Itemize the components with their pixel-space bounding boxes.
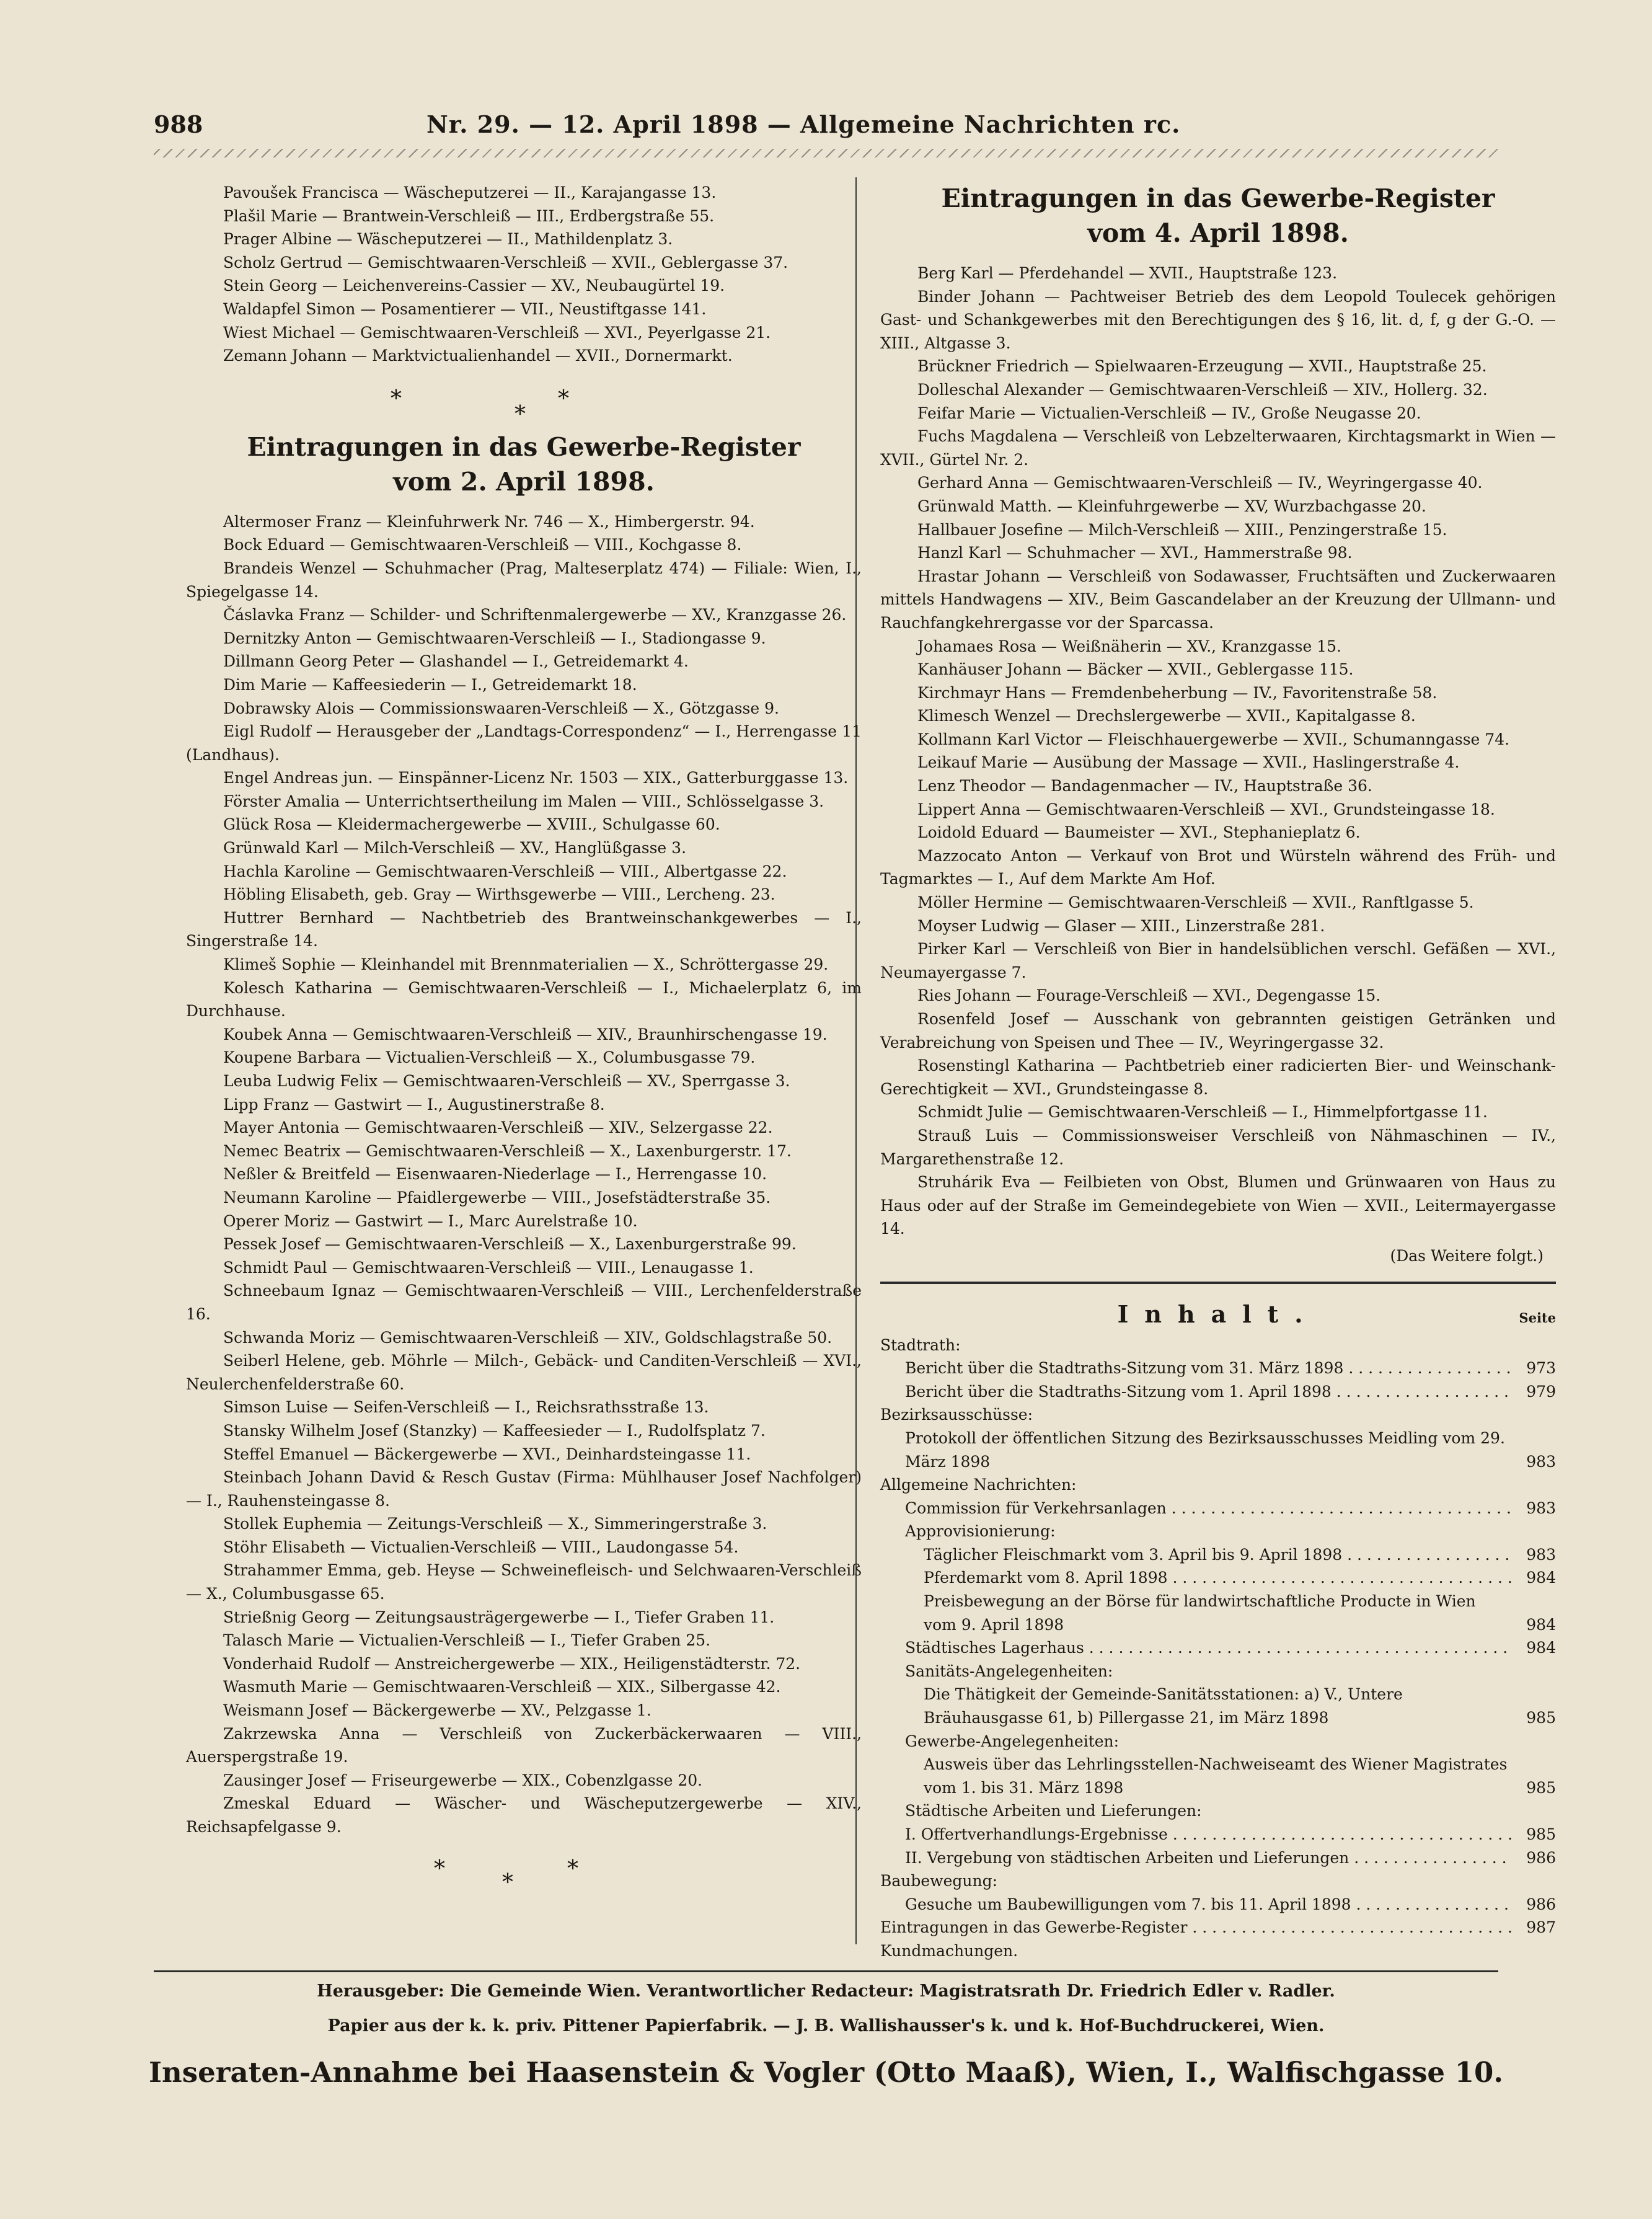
contents-item-text: Bericht über die Stadtraths-Sitzung vom 31. März 1898 . . . [905, 1357, 1513, 1380]
contents-category: Sanitäts-Angelegenheiten: [905, 1662, 1113, 1680]
printer-line: Papier aus der k. k. priv. Pittener Papierfabrik. — J. B. Wallishausser's k. und k. Hof-Buchdruckerei, Wien. [327, 2016, 1325, 2035]
footer-rule [154, 1970, 1498, 1972]
register-entry: Dolleschal Alexander — Gemischtwaaren-Verschleiß — XIV., Hollerg. 32. [917, 380, 1488, 399]
register-entry: Zmeskal Eduard — Wäscher- und Wäscheputzergewerbe — XIV., Reichsapfelgasse 9. [186, 1794, 862, 1836]
contents-item-page: 984 [1526, 1569, 1556, 1587]
register-entry: Zakrzewska Anna — Verschleiß von Zuckerbäckerwaaren — VIII., Auerspergstraße 19. [186, 1724, 862, 1766]
register-entry: Loidold Eduard — Baumeister — XVI., Stephanieplatz 6. [917, 823, 1361, 842]
header-ornament-rule [154, 149, 1498, 157]
contents-category: Baubewegung: [880, 1872, 998, 1890]
register-entry: Strahammer Emma, geb. Heyse — Schweinefleisch- und Selchwaaren-Verschleiß — X., Columbusgasse 65. [186, 1561, 862, 1603]
contents-category: Allgemeine Nachrichten: [880, 1476, 1077, 1494]
register-entry: Kollmann Karl Victor — Fleischhauergewerbe — XVII., Schumanngasse 74. [917, 730, 1510, 748]
register-entry: Schwanda Moriz — Gemischtwaaren-Verschleiß — XIV., Goldschlagstraße 50. [223, 1328, 833, 1347]
page-number: 988 [154, 110, 203, 138]
contents-item-text: Gesuche um Baubewilligungen vom 7. bis 11. April 1898 . . . [905, 1893, 1513, 1916]
contents-item [880, 1893, 1556, 1916]
section-title-2-april-line1: Eintragungen in das Gewerbe-Register [247, 432, 801, 462]
contents-item [880, 1823, 1556, 1846]
contents-item-text: I. Offertverhandlungs-Ergebnisse . . . [905, 1823, 1513, 1846]
advertising-line: Inseraten-Annahme bei Haasenstein & Vogler (Otto Maaß), Wien, I., Walfischgasse 10. [149, 2056, 1503, 2089]
register-entry: Brandeis Wenzel — Schuhmacher (Prag, Malteserplatz 474) — Filiale: Wien, I., Spiegelgasse 14. [186, 559, 862, 601]
register-entry: Mayer Antonia — Gemischtwaaren-Verschleiß — XIV., Selzergasse 22. [223, 1118, 773, 1137]
register-entry: Koupene Barbara — Victualien-Verschleiß — X., Columbusgasse 79. [223, 1048, 756, 1067]
contents-item [880, 1590, 1556, 1636]
register-entry: Kirchmayr Hans — Fremdenbeherbung — IV., Favoritenstraße 58. [917, 683, 1438, 702]
register-entry: Möller Hermine — Gemischtwaaren-Verschleiß — XVII., Ranftlgasse 5. [917, 893, 1474, 912]
contents-item-page: 983 [1526, 1499, 1556, 1517]
contents-item-page: 985 [1526, 1778, 1556, 1797]
contents-item-page: 983 [1526, 1452, 1556, 1471]
register-entry: Strauß Luis — Commissionsweiser Verschleiß von Nähmaschinen — IV., Margarethenstraße 12. [880, 1126, 1556, 1168]
register-entry: Dillmann Georg Peter — Glashandel — I., Getreidemarkt 4. [223, 652, 689, 671]
contents-heading [880, 1300, 1556, 1334]
register-entry: Klimeš Sophie — Kleinhandel mit Brennmaterialien — X., Schröttergasse 29. [223, 955, 829, 974]
contents-item-page: 985 [1526, 1709, 1556, 1727]
contents-category: Städtische Arbeiten und Lieferungen: [905, 1802, 1202, 1820]
register-entry: Leuba Ludwig Felix — Gemischtwaaren-Verschleiß — XV., Sperrgasse 3. [223, 1072, 790, 1090]
register-entry: Kolesch Katharina — Gemischtwaaren-Verschleiß — I., Michaelerplatz 6, im Durchhause. [186, 978, 862, 1021]
contents-item-text: Pferdemarkt vom 8. April 1898 . . . [924, 1566, 1513, 1590]
register-entry: Schmidt Paul — Gemischtwaaren-Verschleiß — VIII., Lenaugasse 1. [223, 1258, 754, 1277]
register-entry: Dim Marie — Kaffeesiederin — I., Getreidemarkt 18. [223, 675, 637, 694]
contents-item-text: Ausweis über das Lehrlingsstellen-Nachweiseamt des Wiener Magistrates vom 1. bis 31. März 1898 [924, 1755, 1508, 1797]
register-entry: Binder Johann — Pachtweiser Betrieb des dem Leopold Toulecek gehörigen Gast- und Schankgewerbes mit den Berechtigungen des § 16, lit. d, f, g der G.-O. — XIII., Altgasse 3. [880, 287, 1556, 352]
contents-item [880, 1357, 1556, 1380]
contents-item [880, 1846, 1556, 1870]
contents-item-text: Commission für Verkehrsanlagen . . . [905, 1497, 1513, 1520]
register-entry: Čáslavka Franz — Schilder- und Schriftenmalergewerbe — XV., Kranzgasse 26. [223, 606, 847, 624]
register-entry: Stansky Wilhelm Josef (Stanzky) — Kaffeesieder — I., Rudolfsplatz 7. [223, 1421, 766, 1440]
register-entry: Simson Luise — Seifen-Verschleiß — I., Reichsrathsstraße 13. [223, 1398, 709, 1417]
register-entry: Plašil Marie — Brantwein-Verschleiß — III., Erdbergstraße 55. [223, 206, 715, 225]
register-entry: Zemann Johann — Marktvictualienhandel — XVII., Dornermarkt. [223, 347, 733, 365]
contents-item-text: Die Thätigkeit der Gemeinde-Sanitätsstationen: a) V., Untere Bräuhausgasse 61, b) Pillergasse 21, im März 1898 [924, 1685, 1403, 1727]
contents-category: Approvisionierung: [905, 1522, 1056, 1541]
section-title-2-april-line2: vom 2. April 1898. [393, 466, 655, 497]
running-title: Nr. 29. — 12. April 1898 — Allgemeine Nachrichten rc. [426, 110, 1181, 138]
register-entry: Pirker Karl — Verschleiß von Bier in handelsüblichen verschl. Gefäßen — XVI., Neumayergasse 7. [880, 940, 1556, 981]
register-entry: Nemec Beatrix — Gemischtwaaren-Verschleiß — X., Laxenburgerstr. 17. [223, 1141, 792, 1160]
register-entry: Stein Georg — Leichenvereins-Cassier — XV., Neubaugürtel 19. [223, 277, 725, 295]
register-entry: Berg Karl — Pferdehandel — XVII., Hauptstraße 123. [917, 264, 1338, 282]
register-entry: Höbling Elisabeth, geb. Gray — Wirthsgewerbe — VIII., Lercheng. 23. [223, 885, 775, 904]
register-entries-2-april [186, 510, 862, 1839]
register-entry: Neßler & Breitfeld — Eisenwaaren-Niederlage — I., Herrengasse 10. [223, 1165, 767, 1184]
contents-item [880, 1916, 1556, 1939]
register-entry: Leikauf Marie — Ausübung der Massage — XVII., Haslingerstraße 4. [917, 753, 1460, 772]
continued-entries [186, 181, 862, 368]
contents-item-page: 986 [1526, 1848, 1556, 1867]
contents-divider [880, 1282, 1556, 1284]
register-entry: Klimesch Wenzel — Drechslergewerbe — XVII., Kapitalgasse 8. [917, 707, 1416, 725]
register-entry: Weismann Josef — Bäckergewerbe — XV., Pelzgasse 1. [223, 1701, 652, 1720]
register-entry: Moyser Ludwig — Glaser — XIII., Linzerstraße 281. [917, 916, 1325, 935]
contents-item [880, 1543, 1556, 1567]
section-title-4-april-line2: vom 4. April 1898. [1087, 218, 1349, 248]
register-entry: Glück Rosa — Kleidermachergewerbe — XVIII., Schulgasse 60. [223, 815, 720, 834]
register-entry: Scholz Gertrud — Gemischtwaaren-Verschleiß — XVII., Geblergasse 37. [223, 253, 788, 272]
contents-item [880, 1636, 1556, 1660]
register-entry: Brückner Friedrich — Spielwaaren-Erzeugung — XVII., Hauptstraße 25. [917, 357, 1487, 376]
register-entry: Rosenfeld Josef — Ausschank von gebrannten geistigen Getränken und Verabreichung von Speisen und Thee — IV., Weyringergasse 32. [880, 1010, 1556, 1052]
register-entry: Struhárik Eva — Feilbieten von Obst, Blumen und Grünwaaren von Haus zu Haus oder auf der Straße im Gemeindegebiete von Wien — XVII., Leitermayergasse 14. [880, 1173, 1556, 1238]
register-entry: Talasch Marie — Victualien-Verschleiß — I., Tiefer Graben 25. [223, 1631, 711, 1650]
register-entry: Vonderhaid Rudolf — Anstreichergewerbe — XIX., Heiligenstädterstr. 72. [223, 1654, 801, 1673]
contents-item [880, 1566, 1556, 1590]
contents-title: Inhalt. [1117, 1300, 1319, 1328]
continuation-note: (Das Weitere folgt.) [1390, 1246, 1544, 1265]
left-column [186, 181, 862, 1901]
contents-item-text: Bericht über die Stadtraths-Sitzung vom 1. April 1898 . . . [905, 1380, 1513, 1404]
register-entry: Feifar Marie — Victualien-Verschleiß — IV., Große Neugasse 20. [917, 404, 1421, 422]
register-entry: Kanhäuser Johann — Bäcker — XVII., Geblergasse 115. [917, 660, 1354, 679]
contents-item [880, 1497, 1556, 1520]
contents-page-label: Seite [1519, 1309, 1556, 1326]
page-header [154, 110, 1498, 145]
register-entry: Pessek Josef — Gemischtwaaren-Verschleiß — X., Laxenburgerstraße 99. [223, 1235, 797, 1254]
register-entry: Dobrawsky Alois — Commissionswaaren-Verschleiß — X., Götzgasse 9. [223, 699, 779, 717]
register-entry: Hallbauer Josefine — Milch-Verschleiß — XIII., Penzingerstraße 15. [917, 520, 1447, 539]
register-entry: Stollek Euphemia — Zeitungs-Verschleiß — X., Simmeringerstraße 3. [223, 1515, 767, 1533]
register-entry: Prager Albine — Wäscheputzerei — II., Mathildenplatz 3. [223, 230, 673, 249]
register-entry: Schmidt Julie — Gemischtwaaren-Verschleiß — I., Himmelpfortgasse 11. [917, 1103, 1488, 1122]
register-entry: Wiest Michael — Gemischtwaaren-Verschleiß — XVI., Peyerlgasse 21. [223, 323, 771, 342]
register-entry: Pavoušek Francisca — Wäscheputzerei — II., Karajangasse 13. [223, 184, 717, 202]
register-entry: Bock Eduard — Gemischtwaaren-Verschleiß — VIII., Kochgasse 8. [223, 536, 742, 554]
register-entry: Fuchs Magdalena — Verschleiß von Lebzelterwaaren, Kirchtagsmarkt in Wien — XVII., Gürtel Nr. 2. [880, 427, 1556, 469]
register-entry: Johamaes Rosa — Weißnäherin — XV., Kranzgasse 15. [917, 637, 1341, 655]
contents-category: Bezirksausschüsse: [880, 1406, 1033, 1424]
closing-stars: * * * [434, 1856, 578, 1895]
contents-item-text: Städtisches Lagerhaus . . . [905, 1636, 1513, 1660]
register-entry: Schneebaum Ignaz — Gemischtwaaren-Verschleiß — VIII., Lerchenfelderstraße 16. [186, 1282, 862, 1323]
register-entry: Mazzocato Anton — Verkauf von Brot und Würsteln während des Früh- und Tagmarktes — I., Auf dem Markte Am Hof. [880, 846, 1556, 888]
contents-item [880, 1427, 1556, 1473]
register-entry: Steffel Emanuel — Bäckergewerbe — XVI., Deinhardsteingasse 11. [223, 1445, 751, 1463]
register-entry: Waldapfel Simon — Posamentierer — VII., Neustiftgasse 141. [223, 299, 707, 318]
contents-item-text: II. Vergebung von städtischen Arbeiten und Lieferungen . . . [905, 1846, 1513, 1870]
register-entry: Seiberl Helene, geb. Möhrle — Milch-, Gebäck- und Canditen-Verschleiß — XVI., Neulerchenfelderstraße 60. [186, 1352, 862, 1393]
contents-item-page: 983 [1526, 1545, 1556, 1564]
publisher-line: Herausgeber: Die Gemeinde Wien. Verantwortlicher Redacteur: Magistratsrath Dr. Friedrich Edler v. Radler. [317, 1982, 1335, 2001]
register-entry: Lippert Anna — Gemischtwaaren-Verschleiß — XVI., Grundsteingasse 18. [917, 800, 1495, 818]
register-entry: Wasmuth Marie — Gemischtwaaren-Verschleiß — XIX., Silbergasse 42. [223, 1678, 781, 1696]
register-entry: Grünwald Matth. — Kleinfuhrgewerbe — XV, Wurzbachgasse 20. [917, 497, 1426, 515]
register-entry: Engel Andreas jun. — Einspänner-Licenz Nr. 1503 — XIX., Gatterburggasse 13. [223, 769, 849, 787]
contents-item-page: 985 [1526, 1825, 1556, 1843]
register-entry: Altermoser Franz — Kleinfuhrwerk Nr. 746 — X., Himbergerstr. 94. [223, 512, 755, 531]
section-title-4-april-line1: Eintragungen in das Gewerbe-Register [941, 184, 1495, 213]
contents-item-text: Eintragungen in das Gewerbe-Register . . . [880, 1916, 1513, 1939]
register-entry: Strießnig Georg — Zeitungsausträgergewerbe — I., Tiefer Graben 11. [223, 1608, 775, 1626]
register-entry: Eigl Rudolf — Herausgeber der „Landtags-Correspondenz“ — I., Herrengasse 11 (Landhaus). [186, 722, 862, 764]
register-entry: Huttrer Bernhard — Nachtbetrieb des Brantweinschankgewerbes — I., Singerstraße 14. [186, 908, 862, 950]
section-separator-stars: * * * [391, 386, 569, 427]
register-entry: Operer Moriz — Gastwirt — I., Marc Aurelstraße 10. [223, 1211, 638, 1230]
contents-item-text: Täglicher Fleischmarkt vom 3. April bis 9. April 1898 . . . [924, 1543, 1513, 1567]
register-entries-4-april [880, 262, 1556, 1241]
register-entry: Hachla Karoline — Gemischtwaaren-Verschleiß — VIII., Albertgasse 22. [223, 862, 787, 880]
register-entry: Lenz Theodor — Bandagenmacher — IV., Hauptstraße 36. [917, 777, 1372, 795]
table-of-contents [880, 1334, 1556, 1963]
register-entry: Neumann Karoline — Pfaidlergewerbe — VIII., Josefstädterstraße 35. [223, 1188, 771, 1207]
contents-item-page: 987 [1526, 1918, 1556, 1937]
contents-category: Stadtrath: [880, 1335, 961, 1354]
contents-item-page: 973 [1526, 1359, 1556, 1378]
contents-item [880, 1753, 1556, 1799]
register-entry: Stöhr Elisabeth — Victualien-Verschleiß — VIII., Laudongasse 54. [223, 1538, 739, 1556]
register-entry: Steinbach Johann David & Resch Gustav (Firma: Mühlhauser Josef Nachfolger) — I., Rauhensteingasse 8. [186, 1468, 862, 1510]
register-entry: Rosenstingl Katharina — Pachtbetrieb einer radicierten Bier- und Weinschank-Gerechtigkeit — XVI., Grundsteingasse 8. [880, 1056, 1556, 1098]
contents-item [880, 1380, 1556, 1404]
register-entry: Dernitzky Anton — Gemischtwaaren-Verschleiß — I., Stadiongasse 9. [223, 629, 766, 647]
register-entry: Hanzl Karl — Schuhmacher — XVI., Hammerstraße 98. [917, 544, 1353, 562]
right-column [880, 181, 1556, 1963]
register-entry: Grünwald Karl — Milch-Verschleiß — XV., Hanglüßgasse 3. [223, 839, 687, 857]
contents-item-page: 984 [1526, 1615, 1556, 1634]
contents-item-page: 984 [1526, 1639, 1556, 1657]
register-entry: Ries Johann — Fourage-Verschleiß — XVI., Degengasse 15. [917, 986, 1381, 1005]
register-entry: Koubek Anna — Gemischtwaaren-Verschleiß — XIV., Braunhirschengasse 19. [223, 1025, 828, 1043]
contents-item-text: Preisbewegung an der Börse für landwirtschaftliche Producte in Wien vom 9. April 1898 [924, 1592, 1476, 1634]
register-entry: Gerhard Anna — Gemischtwaaren-Verschleiß — IV., Weyringergasse 40. [917, 474, 1483, 492]
contents-item-page: 979 [1526, 1382, 1556, 1401]
contents-item-text: Protokoll der öffentlichen Sitzung des Bezirksausschusses Meidling vom 29. März 1898 [905, 1428, 1505, 1471]
register-entry: Hrastar Johann — Verschleiß von Sodawasser, Fruchtsäften und Zuckerwaaren mittels Handwagens — XIV., Beim Gascandelaber an der Kreuzung der Ullmann- und Rauchfangkehrergasse vor der Sparcassa. [880, 567, 1556, 632]
register-entry: Lipp Franz — Gastwirt — I., Augustinerstraße 8. [223, 1095, 605, 1114]
contents-category: Gewerbe-Angelegenheiten: [905, 1732, 1120, 1750]
register-entry: Förster Amalia — Unterrichtsertheilung im Malen — VIII., Schlösselgasse 3. [223, 792, 824, 810]
register-entry: Zausinger Josef — Friseurgewerbe — XIX., Cobenzlgasse 20. [223, 1771, 703, 1789]
contents-category: Kundmachungen. [880, 1941, 1018, 1960]
contents-item [880, 1683, 1556, 1729]
contents-item-page: 986 [1526, 1895, 1556, 1913]
